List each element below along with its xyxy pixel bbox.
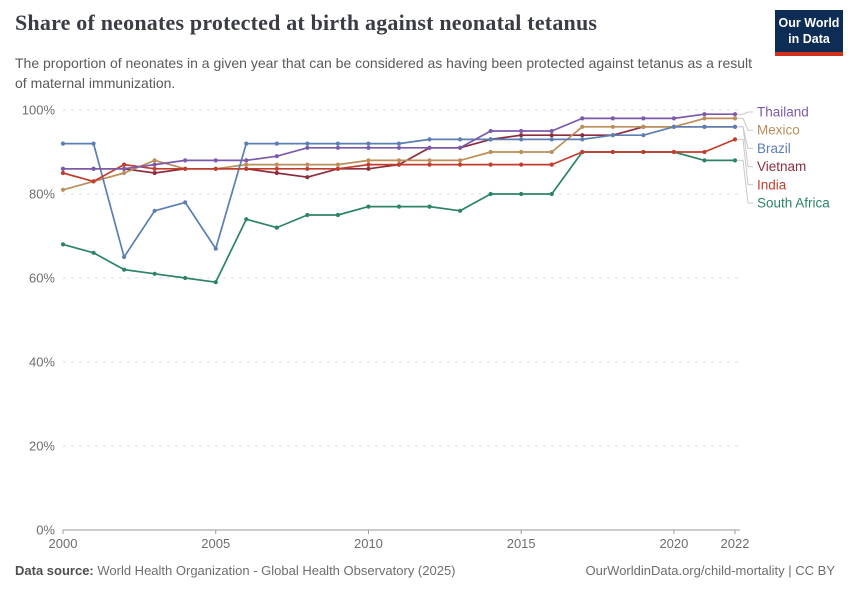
data-point[interactable] [122,163,126,167]
data-point[interactable] [672,125,676,129]
y-tick-label: 0% [36,522,55,538]
data-point[interactable] [122,255,126,259]
legend-label-india[interactable]: India [757,177,787,193]
data-source-label: Data source: [15,563,94,578]
data-point[interactable] [366,163,370,167]
data-point[interactable] [397,158,401,162]
data-point[interactable] [214,167,218,171]
data-point[interactable] [336,163,340,167]
data-point[interactable] [244,142,248,146]
data-point[interactable] [519,133,523,137]
data-point[interactable] [611,133,615,137]
x-tick-label: 2000 [48,536,78,551]
data-point[interactable] [275,142,279,146]
data-point[interactable] [580,150,584,154]
data-point[interactable] [702,150,706,154]
data-point[interactable] [214,280,218,284]
markers-brazil [61,125,737,259]
data-point[interactable] [550,133,554,137]
data-point[interactable] [733,112,737,116]
data-point[interactable] [305,142,309,146]
chart-subtitle: The proportion of neonates in a given year that can be considered as having been protected against tetanus as a result of maternal immunization. [15,55,753,92]
data-point[interactable] [122,171,126,175]
data-point[interactable] [702,125,706,129]
x-tick-label: 2005 [201,536,231,551]
data-point[interactable] [244,158,248,162]
y-tick-label: 20% [28,438,55,454]
data-point[interactable] [122,268,126,272]
data-point[interactable] [733,125,737,129]
data-point[interactable] [244,167,248,171]
legend-label-mexico[interactable]: Mexico [757,122,800,138]
owid-logo-line2: in Data [788,32,830,47]
data-point[interactable] [91,251,95,255]
data-point[interactable] [336,146,340,150]
data-point[interactable] [397,205,401,209]
legend-label-south-africa[interactable]: South Africa [757,195,830,211]
data-point[interactable] [214,247,218,251]
data-point[interactable] [366,142,370,146]
data-point[interactable] [550,163,554,167]
data-point[interactable] [305,213,309,217]
legend-label-thailand[interactable]: Thailand [757,104,809,120]
y-tick-label: 100% [21,102,55,118]
data-point[interactable] [489,192,493,196]
x-tick-label: 2015 [506,536,536,551]
data-point[interactable] [580,125,584,129]
data-point[interactable] [489,163,493,167]
data-point[interactable] [519,192,523,196]
data-point[interactable] [366,205,370,209]
data-point[interactable] [153,158,157,162]
data-point[interactable] [427,146,431,150]
data-point[interactable] [336,142,340,146]
data-point[interactable] [397,163,401,167]
data-source-note [15,563,456,578]
data-point[interactable] [611,150,615,154]
data-point[interactable] [702,158,706,162]
data-point[interactable] [275,167,279,171]
data-point[interactable] [183,158,187,162]
data-point[interactable] [153,167,157,171]
data-point[interactable] [733,116,737,120]
data-point[interactable] [519,150,523,154]
data-point[interactable] [458,158,462,162]
data-point[interactable] [489,129,493,133]
data-point[interactable] [61,242,65,246]
data-point[interactable] [580,116,584,120]
data-point[interactable] [366,146,370,150]
data-point[interactable] [397,142,401,146]
data-point[interactable] [550,192,554,196]
data-point[interactable] [336,213,340,217]
data-point[interactable] [366,167,370,171]
data-point[interactable] [153,209,157,213]
data-point[interactable] [550,129,554,133]
data-point[interactable] [458,137,462,141]
owid-logo-line1: Our World [778,16,840,30]
owid-credit-link[interactable]: OurWorldinData.org/child-mortality | CC BY [585,563,835,578]
legend-label-vietnam[interactable]: Vietnam [757,159,807,175]
data-point[interactable] [275,154,279,158]
data-point[interactable] [550,150,554,154]
data-point[interactable] [519,163,523,167]
data-point[interactable] [458,146,462,150]
data-point[interactable] [458,163,462,167]
chart-title: Share of neonates protected at birth against neonatal tetanus [15,10,598,35]
data-point[interactable] [519,129,523,133]
data-point[interactable] [672,150,676,154]
legend-label-brazil[interactable]: Brazil [757,140,791,156]
x-tick-label: 2010 [353,536,383,551]
data-point[interactable] [275,163,279,167]
data-point[interactable] [214,158,218,162]
chart-footer [15,563,835,578]
data-point[interactable] [61,142,65,146]
x-tick-label: 2020 [659,536,689,551]
data-point[interactable] [611,116,615,120]
data-point[interactable] [305,146,309,150]
data-point[interactable] [611,125,615,129]
data-point[interactable] [641,133,645,137]
data-point[interactable] [519,137,523,141]
data-point[interactable] [489,150,493,154]
data-point[interactable] [61,171,65,175]
y-tick-label: 40% [28,354,55,370]
data-point[interactable] [91,167,95,171]
data-point[interactable] [244,217,248,221]
y-tick-label: 60% [28,270,55,286]
data-point[interactable] [153,163,157,167]
data-point[interactable] [183,200,187,204]
data-point[interactable] [91,179,95,183]
legend-leader-line [737,112,753,114]
data-point[interactable] [580,137,584,141]
owid-logo[interactable] [775,10,843,56]
x-tick-label: 2022 [720,536,750,551]
data-point[interactable] [641,116,645,120]
data-point[interactable] [153,272,157,276]
data-point[interactable] [733,158,737,162]
data-point[interactable] [489,137,493,141]
data-point[interactable] [641,125,645,129]
data-point[interactable] [244,163,248,167]
data-point[interactable] [122,167,126,171]
data-point[interactable] [91,142,95,146]
data-source-text: World Health Organization - Global Health Observatory (2025) [93,563,456,578]
data-point[interactable] [336,167,340,171]
data-point[interactable] [702,112,706,116]
data-point[interactable] [427,163,431,167]
data-point[interactable] [153,171,157,175]
line-chart-canvas[interactable] [0,95,850,555]
data-point[interactable] [427,158,431,162]
data-point[interactable] [61,188,65,192]
legend-leader-line [737,118,753,130]
data-point[interactable] [275,226,279,230]
y-tick-label: 80% [28,186,55,202]
data-point[interactable] [458,209,462,213]
data-point[interactable] [275,171,279,175]
data-point[interactable] [397,146,401,150]
data-point[interactable] [733,137,737,141]
data-point[interactable] [427,137,431,141]
data-point[interactable] [641,150,645,154]
data-point[interactable] [550,137,554,141]
data-point[interactable] [427,205,431,209]
data-point[interactable] [366,158,370,162]
data-point[interactable] [183,167,187,171]
data-point[interactable] [305,167,309,171]
markers-south-africa [61,150,737,284]
data-point[interactable] [61,167,65,171]
data-point[interactable] [580,133,584,137]
data-point[interactable] [672,116,676,120]
data-point[interactable] [305,163,309,167]
data-point[interactable] [702,116,706,120]
data-point[interactable] [183,276,187,280]
data-point[interactable] [305,175,309,179]
